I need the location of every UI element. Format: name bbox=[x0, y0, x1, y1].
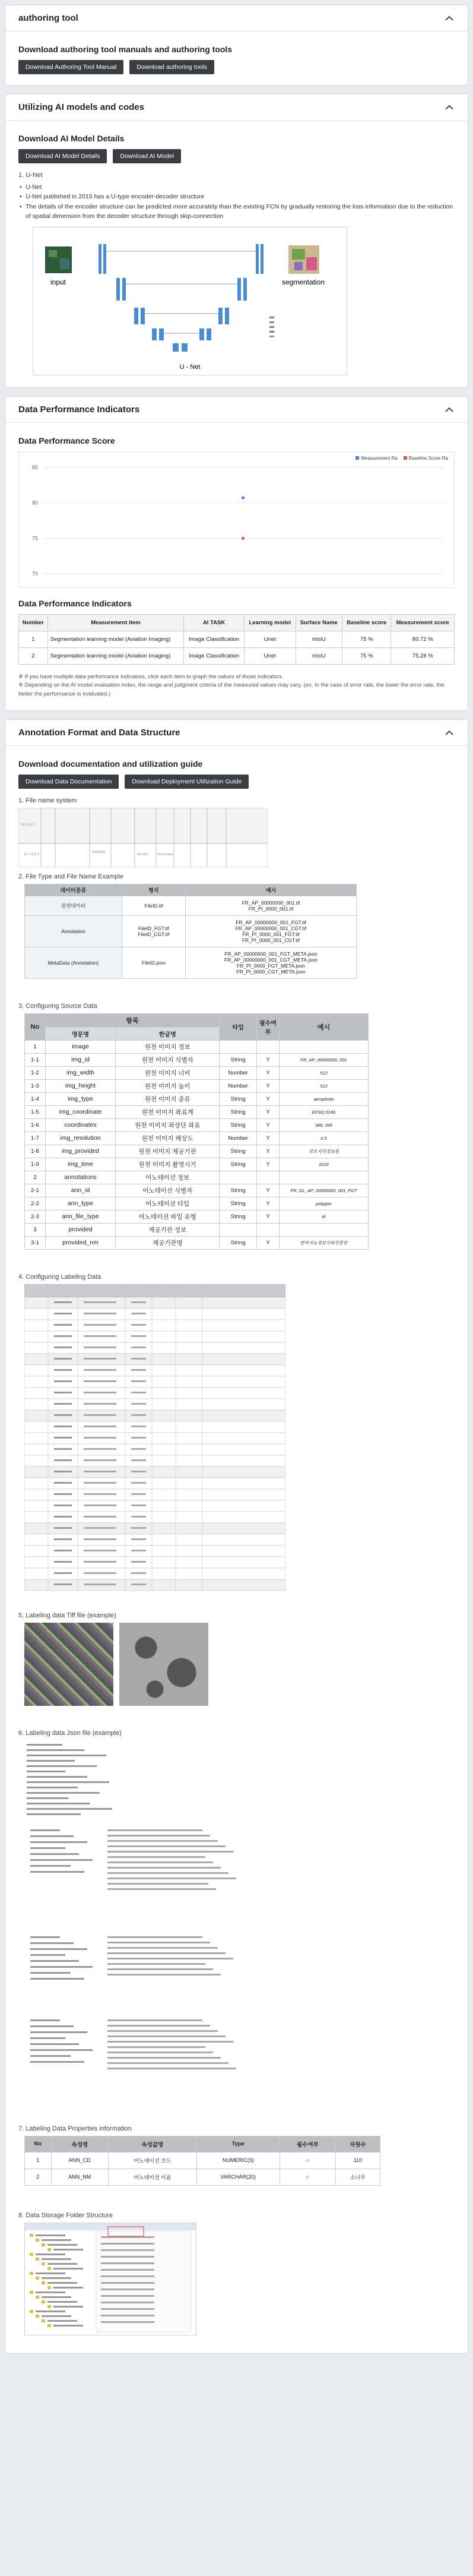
table-row bbox=[25, 1184, 369, 1197]
header-cell: 필수여부 bbox=[280, 2136, 336, 2152]
table-cell: ann_file_type bbox=[45, 1210, 116, 1223]
table-cell: 원천 이미지 식별자 bbox=[116, 1053, 220, 1066]
section-number: 4. Configuring Labeling Data bbox=[18, 1273, 101, 1281]
table-row bbox=[25, 947, 357, 978]
table-cell: annotations bbox=[45, 1171, 116, 1184]
table-cell: 0.5 bbox=[280, 1131, 369, 1145]
table-cell: img_coordinate bbox=[45, 1105, 116, 1118]
legend-item-baseline[interactable]: Baseline Score Ra bbox=[404, 456, 448, 461]
table-cell: 2 bbox=[19, 648, 48, 665]
table-cell: 2-3 bbox=[25, 1210, 46, 1223]
legend-item-measurement[interactable]: Measurement Ra bbox=[355, 456, 397, 461]
table-cell: 1 bbox=[25, 1040, 46, 1053]
table-cell: Y bbox=[257, 1092, 280, 1105]
download-guide-button[interactable]: Download Deployment Utilization Guide bbox=[125, 775, 249, 789]
table-cell: 원천 이미지 정보 bbox=[116, 1040, 220, 1053]
table-cell: MetaData (Annotation) bbox=[25, 947, 122, 978]
table-cell: Number bbox=[220, 1066, 257, 1079]
download-documentation-button[interactable]: Download Data Documentation bbox=[18, 775, 119, 789]
table-row bbox=[25, 1171, 369, 1184]
col-eng: 영문명 bbox=[45, 1027, 116, 1040]
table-cell: img_time bbox=[45, 1158, 116, 1171]
table-cell: 1-1 bbox=[25, 1053, 46, 1066]
table-cell: polygon bbox=[280, 1197, 369, 1210]
annotation-panel bbox=[5, 719, 468, 2354]
header-cell: No bbox=[25, 2136, 52, 2152]
table-cell: Y bbox=[257, 1053, 280, 1066]
table-cell: tif bbox=[280, 1210, 369, 1223]
table-row bbox=[25, 1158, 369, 1171]
table-cell: 75 % bbox=[342, 648, 391, 665]
table-cell bbox=[257, 1040, 280, 1053]
chart-legend bbox=[355, 456, 448, 461]
table-row bbox=[25, 2169, 380, 2185]
table-row bbox=[25, 1197, 369, 1210]
output-label: segmentation bbox=[281, 278, 325, 287]
table-cell: coordinates bbox=[45, 1118, 116, 1131]
table-cell: String bbox=[220, 1210, 257, 1223]
table-cell: Image Classification bbox=[184, 648, 245, 665]
file-type-table bbox=[24, 884, 357, 979]
table-cell: img_width bbox=[45, 1066, 116, 1079]
table-cell: img_provided bbox=[45, 1145, 116, 1158]
table-cell: String bbox=[220, 1092, 257, 1105]
panel-header[interactable] bbox=[5, 720, 468, 746]
table-cell: ○ bbox=[280, 2152, 336, 2169]
panel-header[interactable] bbox=[5, 397, 468, 423]
table-cell: 어노테이션 이름 bbox=[109, 2169, 197, 2185]
table-cell: 제공기관명 bbox=[116, 1236, 220, 1249]
tiff-mask-image bbox=[119, 1623, 208, 1706]
table-cell: Y bbox=[257, 1066, 280, 1079]
ai-models-panel bbox=[5, 94, 468, 388]
table-cell: 국토지리정보원 bbox=[280, 1145, 369, 1158]
header-cell: 자릿수 bbox=[335, 2136, 380, 2152]
table-cell: 2-2 bbox=[25, 1197, 46, 1210]
header-cell: Number bbox=[19, 615, 48, 631]
header-cell: Type bbox=[196, 2136, 280, 2152]
download-tools-button[interactable]: Download authoring tools bbox=[129, 60, 214, 74]
section-heading: Download documentation and utilization guide bbox=[18, 758, 203, 769]
table-cell: String bbox=[220, 1158, 257, 1171]
table-cell: FR_GL_AP_00000000_001_FGT bbox=[280, 1184, 369, 1197]
header-cell: AI TASK bbox=[184, 615, 245, 631]
table-row bbox=[25, 1131, 369, 1145]
table-row bbox=[25, 1092, 369, 1105]
header-cell: 속성값명 bbox=[109, 2136, 197, 2152]
table-cell: 2-1 bbox=[25, 1184, 46, 1197]
panel-title: authoring tool bbox=[18, 13, 78, 23]
table-cell: 1-2 bbox=[25, 1066, 46, 1079]
table-cell: 원천 이미지 해상도 bbox=[116, 1131, 220, 1145]
section-number: 1. File name system bbox=[18, 796, 77, 804]
table-row bbox=[25, 1079, 369, 1092]
table-cell: FR_AP_00000000_001 bbox=[280, 1053, 369, 1066]
labeling-data-table-image bbox=[24, 1284, 285, 1593]
table-cell: Y bbox=[257, 1184, 280, 1197]
unet-diagram bbox=[33, 227, 347, 375]
table-cell: 2 bbox=[25, 1171, 46, 1184]
table-cell: provided_nm bbox=[45, 1236, 116, 1249]
table-cell: String bbox=[220, 1118, 257, 1131]
table-cell: 소나무 bbox=[335, 2169, 380, 2185]
table-cell: image bbox=[45, 1040, 116, 1053]
col-required: 필수여부 bbox=[257, 1013, 280, 1040]
table-row bbox=[25, 896, 357, 915]
y-tick-label: 75 bbox=[31, 535, 38, 542]
table-cell: Segmentation learning model (Aviation Imaging) bbox=[47, 648, 183, 665]
table-cell: Number bbox=[220, 1131, 257, 1145]
table-row bbox=[25, 1118, 369, 1131]
section-number: 8. Data Storage Folder Structure bbox=[18, 2211, 113, 2219]
indicators-heading: Data Performance Indicators bbox=[18, 599, 132, 609]
table-row bbox=[25, 1066, 369, 1079]
chevron-up-icon[interactable] bbox=[444, 404, 455, 415]
header-cell: Surface Name bbox=[296, 615, 342, 631]
table-cell bbox=[257, 1223, 280, 1236]
table-cell: FR_AP_00000000_001_FGT.tif FR_AP_00000000_001_CGT.tif FR_PI_0000_001_FGT.tif FR_PI_0000_001_CGT.tif bbox=[186, 915, 357, 947]
table-cell: ANN_NM bbox=[51, 2169, 109, 2185]
table-cell: Unet bbox=[245, 631, 296, 648]
table-cell: 1-4 bbox=[25, 1092, 46, 1105]
col-kor: 한글명 bbox=[116, 1027, 220, 1040]
table-row bbox=[25, 1105, 369, 1118]
table-cell bbox=[220, 1040, 257, 1053]
section-number: 6. Labeling data Json file (example) bbox=[18, 1729, 122, 1737]
table-cell: Y bbox=[257, 1197, 280, 1210]
table-cell bbox=[220, 1171, 257, 1184]
table-cell: FR_AP_00000000_001.tif FR_PI_0000_001.tif bbox=[186, 896, 357, 915]
table-cell: 3 bbox=[25, 1223, 46, 1236]
performance-chart bbox=[18, 451, 455, 588]
table-cell: img_height bbox=[45, 1079, 116, 1092]
section-heading: Download authoring tool manuals and authoring tools bbox=[18, 45, 233, 54]
table-cell: mIoU bbox=[296, 648, 342, 665]
table-row bbox=[25, 2152, 380, 2169]
table-cell bbox=[280, 1223, 369, 1236]
table-cell: 어노테이션 식별자 bbox=[116, 1184, 220, 1197]
table-cell: String bbox=[220, 1236, 257, 1249]
table-cell: Annotation bbox=[25, 915, 122, 947]
y-tick-label: 70 bbox=[31, 571, 38, 577]
table-cell: FileID.tif bbox=[122, 896, 185, 915]
diagram-caption: U - Net bbox=[179, 364, 201, 371]
table-cell: 원천 이미지 종류 bbox=[116, 1092, 220, 1105]
header-cell: Learning model bbox=[245, 615, 296, 631]
section-number: 7. Labeling Data Properties information bbox=[18, 2125, 132, 2132]
svg-text:001,002: 001,002 bbox=[137, 852, 148, 856]
table-cell bbox=[280, 1171, 369, 1184]
svg-text:00000000: 00000000 bbox=[92, 850, 106, 854]
folder-structure-image bbox=[24, 2223, 196, 2335]
table-cell: Y bbox=[257, 1118, 280, 1131]
panel-title: Utilizing AI models and codes bbox=[18, 102, 144, 112]
panel-title: Data Performance Indicators bbox=[18, 404, 140, 415]
table-row bbox=[25, 1040, 369, 1053]
table-cell: 1-8 bbox=[25, 1145, 46, 1158]
table-cell: Y bbox=[257, 1131, 280, 1145]
download-manual-button[interactable]: Download Authoring Tool Manual bbox=[18, 60, 123, 74]
table-cell: aerophoto bbox=[280, 1092, 369, 1105]
section-number: 5. Labeling data Tiff file (example) bbox=[18, 1611, 116, 1619]
table-cell: 원천 이미지 좌상단 좌표 bbox=[116, 1118, 220, 1131]
table-cell: img_type bbox=[45, 1092, 116, 1105]
table-cell: img_id bbox=[45, 1053, 116, 1066]
y-tick-label: 85 bbox=[31, 464, 38, 471]
table-row bbox=[25, 1236, 369, 1249]
table-cell: ann_id bbox=[45, 1184, 116, 1197]
table-cell: EPSG:5186 bbox=[280, 1105, 369, 1118]
chart-svg bbox=[19, 452, 455, 587]
table-cell: 한국지능정보사회진흥원 bbox=[280, 1236, 369, 1249]
table-cell: ○ bbox=[280, 2169, 336, 2185]
table-cell bbox=[280, 1040, 369, 1053]
section-number: 1. U-Net bbox=[18, 172, 43, 179]
table-cell: 원천 이미지 좌표계 bbox=[116, 1105, 220, 1118]
table-cell: 110 bbox=[335, 2152, 380, 2169]
indicators-table bbox=[18, 614, 455, 665]
table-cell: 2019 bbox=[280, 1158, 369, 1171]
table-cell: 어노테이션 파일 유형 bbox=[116, 1210, 220, 1223]
table-cell: 75.28 % bbox=[391, 648, 455, 665]
table-cell: String bbox=[220, 1197, 257, 1210]
table-cell: 원천 이미지 촬영시기 bbox=[116, 1158, 220, 1171]
table-cell: Y bbox=[257, 1236, 280, 1249]
json-example-image bbox=[24, 1740, 285, 2103]
section-number: 2. File Type and File Name Example bbox=[18, 873, 124, 880]
col-example: 예시 bbox=[280, 1013, 369, 1040]
header-cell: Baseline score bbox=[342, 615, 391, 631]
table-cell: 2 bbox=[25, 2169, 52, 2185]
table-cell: 1-6 bbox=[25, 1118, 46, 1131]
col-item: 항목 bbox=[45, 1013, 219, 1027]
table-cell: mIoU bbox=[296, 631, 342, 648]
col-no: No bbox=[25, 1013, 46, 1040]
bullet: • The details of the encoder structure can be predicted more accurately than the existing FCN by gradually restoring the loss information due to the reduction of spatial dimension from the decoder structure through skip-connection bbox=[18, 202, 455, 222]
table-cell: 512 bbox=[280, 1079, 369, 1092]
note: ※ If you have multiple data performance indicators, click each item to graph the values of those indicators. bbox=[18, 674, 284, 681]
data-point bbox=[242, 537, 245, 540]
panel-title: Annotation Format and Data Structure bbox=[18, 727, 180, 738]
table-row[interactable] bbox=[19, 631, 455, 648]
table-cell: 어노테이션 정보 bbox=[116, 1171, 220, 1184]
table-row[interactable] bbox=[19, 648, 455, 665]
table-cell bbox=[257, 1171, 280, 1184]
table-row bbox=[25, 1210, 369, 1223]
table-cell: 원천 이미지 제공기관 bbox=[116, 1145, 220, 1158]
table-cell: Y bbox=[257, 1105, 280, 1118]
table-cell: Y bbox=[257, 1158, 280, 1171]
table-cell: 원천데이터 bbox=[25, 896, 122, 915]
table-cell: 1 bbox=[25, 2152, 52, 2169]
y-tick-label: 80 bbox=[31, 500, 38, 506]
table-cell: Image Classification bbox=[184, 631, 245, 648]
table-cell: 3-1 bbox=[25, 1236, 46, 1249]
table-cell: FileID.json bbox=[122, 947, 185, 978]
table-row bbox=[25, 915, 357, 947]
table-cell: 어노테이션 타입 bbox=[116, 1197, 220, 1210]
table-row bbox=[25, 1223, 369, 1236]
table-cell: Segmentation learning model (Aviation Imaging) bbox=[47, 631, 183, 648]
header-cell: 예시 bbox=[186, 884, 357, 896]
table-cell: String bbox=[220, 1145, 257, 1158]
download-model-details-button[interactable]: Download AI Model Details bbox=[18, 149, 107, 163]
svg-text:Fine/Coarse: Fine/Coarse bbox=[157, 852, 174, 856]
svg-text:데이터종류: 데이터종류 bbox=[21, 823, 36, 827]
panel-header[interactable] bbox=[5, 94, 468, 121]
table-cell: 75 % bbox=[342, 631, 391, 648]
table-cell: Number bbox=[220, 1079, 257, 1092]
table-cell: 80.72 % bbox=[391, 631, 455, 648]
header-cell: 속성명 bbox=[51, 2136, 109, 2152]
table-cell: ANN_CD bbox=[51, 2152, 109, 2169]
tiff-color-image bbox=[24, 1623, 113, 1706]
col-type: 타입 bbox=[220, 1013, 257, 1040]
table-cell: String bbox=[220, 1105, 257, 1118]
table-row bbox=[25, 1145, 369, 1158]
table-row bbox=[25, 1053, 369, 1066]
table-cell: 1 bbox=[19, 631, 48, 648]
table-cell: 원천 이미지 높이 bbox=[116, 1079, 220, 1092]
chevron-up-icon[interactable] bbox=[444, 727, 455, 738]
download-model-button[interactable]: Download AI Model bbox=[113, 149, 180, 163]
table-cell: Unet bbox=[245, 648, 296, 665]
panel-header[interactable] bbox=[5, 5, 468, 31]
score-heading: Data Performance Score bbox=[18, 436, 115, 446]
table-cell: FileID_FGT.tif FileID_CGT.tif bbox=[122, 915, 185, 947]
header-cell: Measurement score bbox=[391, 615, 455, 631]
table-cell: 388, 395 bbox=[280, 1118, 369, 1131]
chevron-up-icon[interactable] bbox=[444, 13, 455, 24]
svg-text:AI 수종분석: AI 수종분석 bbox=[24, 852, 40, 856]
properties-table bbox=[24, 2136, 380, 2186]
input-label: input bbox=[50, 278, 66, 287]
table-cell: String bbox=[220, 1184, 257, 1197]
table-cell: 512 bbox=[280, 1066, 369, 1079]
table-cell: Y bbox=[257, 1145, 280, 1158]
note: ※ Depending on the AI model evaluation index, the range and judgment criteria of the measured values may vary. (ex. In the case of error rate, the lower the error rate, the better the performance is evaluated.) bbox=[18, 682, 445, 697]
table-cell: 어노테이션 코드 bbox=[109, 2152, 197, 2169]
model-bullets bbox=[18, 182, 455, 221]
table-cell: Y bbox=[257, 1079, 280, 1092]
table-cell: 1-9 bbox=[25, 1158, 46, 1171]
table-cell: FR_AP_00000000_001_FGT_META.json FR_AP_00000000_001_CGT_META.json FR_PI_0000_FGT_META.json FR_PI_0000_CGT_META.json bbox=[186, 947, 357, 978]
table-cell: String bbox=[220, 1053, 257, 1066]
table-cell: ann_type bbox=[45, 1197, 116, 1210]
source-data-table bbox=[24, 1013, 369, 1250]
table-cell: img_resolution bbox=[45, 1131, 116, 1145]
table-cell bbox=[220, 1223, 257, 1236]
table-cell: Y bbox=[257, 1210, 280, 1223]
header-cell: Measurement item bbox=[47, 615, 183, 631]
table-cell: NUMERIC(3) bbox=[196, 2152, 280, 2169]
table-cell: VARCHAR(20) bbox=[196, 2169, 280, 2185]
file-name-system-image bbox=[18, 808, 268, 867]
table-cell: 제공기관 정보 bbox=[116, 1223, 220, 1236]
bullet: • U-Net published in 2015 has a U-type encoder-decoder structure bbox=[18, 192, 455, 201]
data-point bbox=[242, 497, 245, 500]
table-cell: provided bbox=[45, 1223, 116, 1236]
chevron-up-icon[interactable] bbox=[444, 102, 455, 113]
table-cell: 1-7 bbox=[25, 1131, 46, 1145]
section-number: 3. Configuring Source Data bbox=[18, 1002, 97, 1010]
table-cell: 원천 이미지 너비 bbox=[116, 1066, 220, 1079]
table-cell: 1-5 bbox=[25, 1105, 46, 1118]
bullet: • U-Net bbox=[18, 182, 455, 192]
authoring-tool-panel bbox=[5, 5, 468, 86]
performance-panel bbox=[5, 396, 468, 711]
section-heading: Download AI Model Details bbox=[18, 134, 125, 143]
table-cell: 1-3 bbox=[25, 1079, 46, 1092]
tiff-examples bbox=[24, 1623, 455, 1706]
header-cell: 데이터종류 bbox=[25, 884, 122, 896]
header-cell: 형식 bbox=[122, 884, 185, 896]
